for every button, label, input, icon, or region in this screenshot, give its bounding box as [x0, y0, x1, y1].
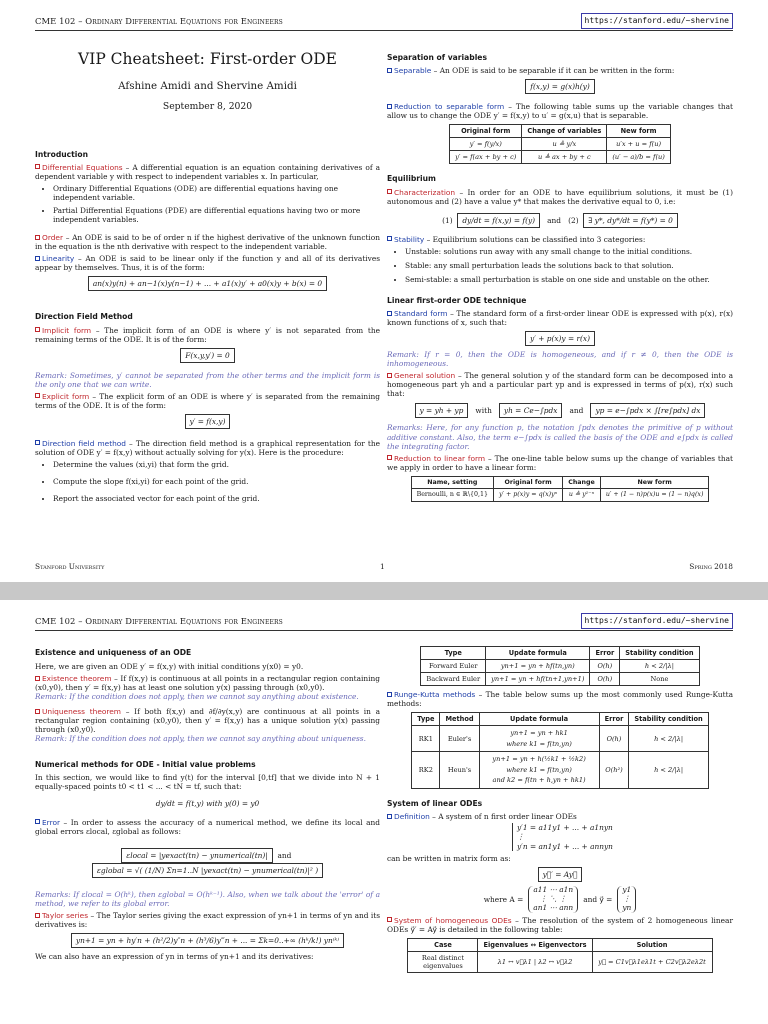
column-header: Solution [592, 938, 712, 951]
sheet-title: VIP Cheatsheet: First-order ODE [78, 50, 337, 68]
paragraph-standard-form: Standard form – The standard form of a first-order linear ODE is expressed with p(x), r(x) known functions of x, such that: [387, 309, 734, 328]
term-direction-field-method: Direction field method [35, 439, 126, 448]
table-cell: h < 2/|λ| [629, 752, 708, 789]
table-header-row [408, 938, 712, 951]
matrix-a: a11 ⋯ a1n ⋮ ⋱ ⋮ an1 ⋯ ann [528, 886, 578, 913]
system-equations: y′1 = a11y1 + ... + a1nyn ⋮ y′n = an1y1 + ... + annyn [512, 823, 733, 851]
paragraph-implicit-form: Implicit form – The implicit form of an ODE is where y′ is not separated from the remaining terms of the ODE. It is of the form: [35, 325, 380, 344]
homogeneous-system-table [407, 938, 712, 973]
paragraph-general-solution: General solution – The general solution y of the standard form can be decomposed into a homogeneous part yh and a particular part yp and is expressed in terms of p(x), r(x) such that: [387, 371, 733, 399]
particular-part: yp = e−∫pdx × ∫[re∫pdx] dx [590, 403, 705, 418]
table-row [411, 489, 709, 502]
table-cell: RK2 [412, 752, 440, 789]
list-item: • Ordinary Differential Equations (ODE) are differential equations having one independent variable. [53, 184, 380, 202]
page-header [35, 13, 733, 31]
column-header: Method [440, 713, 479, 726]
error-equations: εlocal = |yexact(tn) − ynumerical(tn)| and εglobal = √( (1/N) Σn=1..N |yexact(tn) − ynumerical(tn)|² ) [35, 848, 380, 878]
paragraph-runge-kutta: Runge-Kutta methods – The table below sums up the most commonly used Runge-Kutta methods: [387, 690, 733, 709]
table-cell: Backward Euler [421, 673, 486, 686]
table-cell: u′x + u = f(u) [607, 138, 671, 151]
table-cell: y′ + p(x)y = q(x)yⁿ [493, 489, 562, 502]
paragraph-reduction-separable: Reduction to separable form – The following table sums up the variable changes that allow us to change the ODE y′ = f(x,y) to u′ = g(x,u) that is separable. [387, 102, 733, 121]
separable-table [449, 124, 671, 164]
table-cell: yn+1 = yn + h(½k1 + ½k2) where k1 = f(tn,yn) and k2 = f(tn + h,yn + hk1) [479, 752, 599, 789]
term-implicit-form: Implicit form [35, 326, 91, 335]
column-header: Name, setting [411, 476, 493, 489]
footer-university: Stanford University [35, 562, 105, 571]
column-header: Original form [493, 476, 562, 489]
footer-term: Spring 2018 [689, 562, 733, 571]
remark-uniqueness: Remark: If the condition does not apply, then we cannot say anything about uniqueness. [35, 734, 366, 744]
remark-implicit: Remark: Sometimes, y′ cannot be separated from the other terms and the implicit form is the only one that we can write. [35, 370, 380, 389]
table-row [412, 752, 709, 789]
course-title: CME 102 – Ordinary Differential Equations for Engineers [35, 616, 283, 626]
page-number: 1 [380, 562, 385, 571]
table-cell: u ≜ ax + by + c [522, 151, 607, 164]
table-cell: y′ = f(ax + by + c) [450, 151, 522, 164]
term-explicit-form: Explicit form [35, 392, 89, 401]
table-cell: y⃗ = C1v⃗λ1eλ1t + C2v⃗λ2eλ2t [592, 951, 712, 972]
table-row [450, 138, 671, 151]
term-reduction-separable: Reduction to separable form [387, 102, 504, 111]
column-header: Update formula [486, 647, 590, 660]
table-cell: None [620, 673, 699, 686]
term-uniqueness-theorem: Uniqueness theorem [35, 707, 121, 716]
column-header: Change [563, 476, 601, 489]
checkbox-icon [35, 327, 40, 332]
homogeneous-part: yh = Ce−∫pdx [499, 403, 563, 418]
paragraph-characterization: Characterization – In order for an ODE to have equilibrium solutions, it must be (1) autonomous and (2) have a value y* that makes the derivative equal to 0, i.e: [387, 187, 733, 206]
left-column [35, 648, 380, 964]
checkbox-icon [35, 256, 40, 261]
list-item: • Report the associated vector for each point of the grid. [53, 494, 380, 503]
term-differential-equations: Differential Equations [35, 163, 123, 172]
table-cell: h < 2/|λ| [620, 660, 699, 673]
list-item: • Stable: any small perturbation leads the solutions back to that solution. [405, 261, 733, 270]
table-row [412, 726, 709, 752]
checkbox-icon [35, 913, 40, 918]
paragraph-existence-intro: Here, we are given an ODE y′ = f(x,y) with initial conditions y(x0) = y0. [35, 662, 304, 672]
paragraph-separable: Separable – An ODE is said to be separable if it can be written in the form: [387, 66, 733, 75]
term-definition: Definition [387, 812, 430, 821]
checkbox-icon [387, 917, 392, 922]
checkbox-icon [387, 104, 392, 109]
page-separator [0, 582, 768, 600]
column-header: Eigenvalues ↔ Eigenvectors [478, 938, 592, 951]
table-cell: O(h) [590, 660, 620, 673]
paragraph-backward-taylor: We can also have an expression of yn in terms of yn+1 and its derivatives: [35, 952, 314, 962]
term-linearity: Linearity [35, 254, 74, 263]
list-item: • Compute the slope f(xi,yi) for each point of the grid. [53, 477, 380, 486]
table-cell: Real distinct eigenvalues [408, 951, 478, 972]
table-cell: RK1 [412, 726, 440, 752]
term-taylor-series: Taylor series [35, 911, 88, 920]
column-header: New form [607, 125, 671, 138]
table-cell: yn+1 = yn + hf(tn,yn) [486, 660, 590, 673]
paragraph-uniqueness-theorem: Uniqueness theorem – If both f(x,y) and ∂f/∂y(x,y) are continuous at all points in a rectangular region containing (x0,y0), then y′ = f(x,y) has a unique solution y(x) passing through (x0,y0). [35, 707, 380, 735]
table-cell: y′ = f(y/x) [450, 138, 522, 151]
checkbox-icon [387, 189, 392, 194]
column-header: Type [421, 647, 486, 660]
date: September 8, 2020 [162, 101, 253, 113]
term-existence-theorem: Existence theorem [35, 674, 112, 683]
course-title: CME 102 – Ordinary Differential Equations for Engineers [35, 16, 283, 26]
table-cell: Heun's [440, 752, 479, 789]
table-cell: (u′ − a)/b = f(u) [607, 151, 671, 164]
paragraph-explicit-form: Explicit form – The explicit form of an ODE is where y′ is separated from the remaining terms of the ODE. It is of the form: [35, 391, 380, 410]
list-item: • Partial Differential Equations (PDE) are differential equations having two or more independent variables. [53, 206, 380, 224]
page-header [35, 613, 733, 631]
table-row [421, 673, 699, 686]
checkbox-icon [387, 814, 392, 819]
paragraph-order: Order – An ODE is said to be of order n if the highest derivative of the unknown function in the equation is the nth derivative with respect to the independent variable. [35, 233, 380, 252]
term-error: Error [35, 818, 60, 827]
standard-form-equation: y′ + p(x)y = r(x) [387, 331, 733, 346]
section-linear-systems: System of linear ODEs [387, 798, 483, 808]
remark-error: Remarks: If εlocal = O(hᵏ), then εglobal = O(hᵏ⁻¹). Also, when we talk about the 'error' of a method, we refer to its global error. [35, 889, 380, 908]
list-item: • Semi-stable: a small perturbation is stable on one side and unstable on the other. [405, 275, 733, 284]
term-homogeneous-system: System of homogeneous ODEs [387, 916, 512, 925]
table-cell: u′ + (1 − n)p(x)u = (1 − n)q(x) [600, 489, 709, 502]
table-cell: O(h) [590, 673, 620, 686]
table-header-row [411, 476, 709, 489]
checkbox-icon [387, 236, 392, 241]
bernoulli-table [411, 476, 710, 502]
website-link[interactable]: https://stanford.edu/~shervine [581, 13, 734, 29]
column-header: Error [599, 713, 629, 726]
term-runge-kutta: Runge-Kutta methods [387, 690, 475, 699]
term-order: Order [35, 233, 63, 242]
list-item: • Determine the values (xi,yi) that form the grid. [53, 460, 380, 469]
ivp-equation: dy/dt = f(t,y) with y(0) = y0 [155, 798, 260, 808]
table-header-row [421, 647, 699, 660]
paragraph-numerical-intro: In this section, we would like to find y(t) for the interval [0,tf] that we divide into N + 1 equally-spaced points t0 < t1 < ... < tN = tf, such that: [35, 772, 380, 791]
column-header: Type [412, 713, 440, 726]
checkbox-icon [35, 164, 40, 169]
table-cell: Euler's [440, 726, 479, 752]
condition-zero-derivative: ∃ y*, dy*/dt = f(y*) = 0 [583, 213, 678, 228]
term-stability: Stability [387, 235, 424, 244]
runge-kutta-table [411, 712, 709, 789]
checkbox-icon [387, 311, 392, 316]
paragraph-homogeneous-system: System of homogeneous ODEs – The resolution of the system of 2 homogeneous linear ODEs y⃗′ = Ay⃗ is detailed in the following table: [387, 915, 733, 934]
table-cell: λ1 ↔ v⃗λ1 | λ2 ↔ v⃗λ2 [478, 951, 592, 972]
left-column [35, 48, 380, 507]
paragraph-reduction-linear: Reduction to linear form – The one-line table below sums up the change of variables that we apply in order to have a linear form: [387, 453, 733, 472]
column-header: New form [600, 476, 709, 489]
checkbox-icon [35, 440, 40, 445]
term-separable: Separable [387, 66, 431, 75]
authors: Afshine Amidi and Shervine Amidi [118, 79, 297, 92]
term-characterization: Characterization [387, 188, 455, 197]
page-2 [0, 600, 768, 1024]
table-header-row [412, 713, 709, 726]
checkbox-icon [387, 68, 392, 73]
right-column [387, 646, 733, 977]
term-standard-form: Standard form [387, 309, 447, 318]
paragraph-differential-equations: Differential Equations – A differential equation is an equation containing derivatives of a dependent variable y with respect to independent variables x. In particular, [35, 162, 380, 181]
checkbox-icon [387, 455, 392, 460]
remark-integrating-factor: Remarks: Here, for any function p, the notation ∫pdx denotes the primitive of p without additive constant. Also, the term e−∫pdx is called the basis of the ODE and e∫pdx is called the integrating factor. [387, 423, 733, 451]
paragraph-taylor: Taylor series – The Taylor series giving the exact expression of yn+1 in terms of yn and its derivatives is: [35, 911, 380, 930]
general-solution-equations: y = yh + yp with yh = Ce−∫pdx and yp = e−∫pdx × ∫[re∫pdx] dx [387, 403, 733, 418]
table-cell: h < 2/|λ| [629, 726, 708, 752]
checkbox-icon [387, 373, 392, 378]
implicit-equation: F(x,y,y′) = 0 [35, 348, 380, 363]
table-cell: u ≜ y/x [522, 138, 607, 151]
global-error: εglobal = √( (1/N) Σn=1..N |yexact(tn) − ynumerical(tn)|² ) [92, 863, 323, 878]
column-header: Stability condition [629, 713, 708, 726]
section-separation: Separation of variables [387, 53, 487, 62]
paragraph-error: Error – In order to assess the accuracy of a numerical method, we define its local and global errors εlocal, εglobal as follows: [35, 817, 380, 836]
column-header: Case [408, 938, 478, 951]
header-rule [35, 630, 733, 631]
remark-homogeneous: Remark: If r = 0, then the ODE is homogeneous, and if r ≠ 0, then the ODE is inhomogeneous. [387, 350, 733, 369]
table-cell: O(h²) [599, 752, 629, 789]
euler-table [420, 646, 699, 686]
table-cell: yn+1 = yn + hk1 where k1 = f(tn,yn) [479, 726, 599, 752]
term-reduction-linear: Reduction to linear form [387, 454, 485, 463]
matrix-equation: y⃗′ = Ay⃗ [387, 867, 733, 882]
paragraph-stability: Stability – Equilibrium solutions can be classified into 3 categories: [387, 235, 733, 244]
checkbox-icon [35, 819, 40, 824]
right-column [387, 53, 733, 506]
checkbox-icon [35, 676, 40, 681]
table-cell: O(h) [599, 726, 629, 752]
page-footer [35, 562, 733, 574]
matrix-definition: where A = a11 ⋯ a1n ⋮ ⋱ ⋮ an1 ⋯ ann and y⃗ = y1 ⋮ yn [387, 886, 733, 913]
table-row [408, 951, 712, 972]
column-header: Change of variables [522, 125, 607, 138]
column-header: Error [590, 647, 620, 660]
procedure-list [53, 460, 380, 503]
list-item: • Unstable: solutions run away with any small change to the initial conditions. [405, 247, 733, 256]
section-direction-field: Direction Field Method [35, 312, 133, 322]
term-general-solution: General solution [387, 371, 455, 380]
section-existence: Existence and uniqueness of an ODE [35, 648, 192, 657]
table-cell: Forward Euler [421, 660, 486, 673]
website-link[interactable]: https://stanford.edu/~shervine [581, 613, 734, 629]
checkbox-icon [35, 235, 40, 240]
condition-autonomous: dy/dt = f(x,y) = f(y) [457, 213, 540, 228]
checkbox-icon [387, 692, 392, 697]
vector-y: y1 ⋮ yn [617, 886, 636, 913]
section-introduction: Introduction [35, 149, 89, 159]
table-cell: Bernoulli, n ∈ ℝ\{0,1} [411, 489, 493, 502]
paragraph-existence-theorem: Existence theorem – If f(x,y) is continuous at all points in a rectangular region containing (x0,y0), then y′ = f(x,y) has at least one solution y(x) passing through (x0,y0). [35, 674, 380, 693]
column-header: Stability condition [620, 647, 699, 660]
paragraph-linearity: Linearity – An ODE is said to be linear only if the function y and all of its derivatives appear by themselves. Thus, it is of the form: [35, 254, 380, 273]
table-cell: yn+1 = yn + hf(tn+1,yn+1) [486, 673, 590, 686]
equilibrium-conditions: (1) dy/dt = f(x,y) = f(y) and (2) ∃ y*, dy*/dt = f(y*) = 0 [387, 213, 733, 228]
separable-equation: f(x,y) = g(x)h(y) [387, 79, 733, 94]
taylor-equation: yn+1 = yn + hy′n + (h²/2)y″n + (h³/6)y‴n + ... = Σk=0..+∞ (hᵏ/k!) yn⁽ᵏ⁾ [35, 933, 380, 948]
table-header-row [450, 125, 671, 138]
section-numerical-methods: Numerical methods for ODE - Initial value problems [35, 759, 256, 769]
table-row [450, 151, 671, 164]
table-cell: u ≜ y¹⁻ⁿ [563, 489, 601, 502]
section-linear-first-order: Linear first-order ODE technique [387, 295, 527, 305]
paragraph-matrix-form: can be written in matrix form as: [387, 853, 511, 863]
stability-list [405, 247, 733, 284]
local-error: εlocal = |yexact(tn) − ynumerical(tn)| [121, 848, 273, 863]
linearity-equation: an(x)y(n) + an−1(x)y(n−1) + ... + a1(x)y′ + a0(x)y + b(x) = 0 [35, 276, 380, 291]
column-header: Update formula [479, 713, 599, 726]
general-solution-sum: y = yh + yp [415, 403, 469, 418]
paragraph-direction-field-method: Direction field method – The direction field method is a graphical representation for the solution of ODE y′ = f(x,y) without actually solving for y(x). Here is the procedure: [35, 438, 380, 457]
ode-pde-list [53, 184, 380, 224]
table-row [421, 660, 699, 673]
checkbox-icon [35, 393, 40, 398]
explicit-equation: y′ = f(x,y) [35, 414, 380, 429]
section-equilibrium: Equilibrium [387, 174, 436, 184]
remark-existence: Remark: If the condition does not apply, then we cannot say anything about existence. [35, 692, 359, 702]
header-rule [35, 30, 733, 31]
checkbox-icon [35, 709, 40, 714]
column-header: Original form [450, 125, 522, 138]
paragraph-system-definition: Definition – A system of n first order linear ODEs [387, 812, 733, 821]
